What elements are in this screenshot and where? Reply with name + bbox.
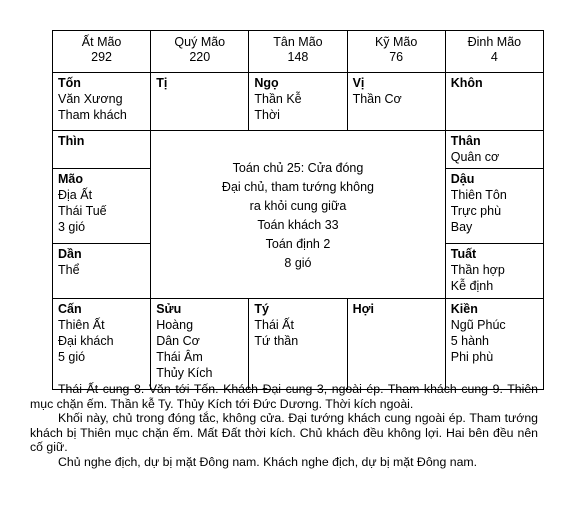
palace-line: Thái Ất (254, 318, 294, 332)
palace-line: Đại khách (58, 334, 114, 348)
year-cell (151, 31, 249, 73)
note-paragraph: Khối này, chủ trong đóng tắc, không cửa. Đại tướng khách cung ngoài ép. Tham tướng khách bị Thiên mục chặn ếm. Mất Đất thời kích. Chủ khách đều không lợi. Hai bên đều nên cố giữ. (30, 411, 538, 454)
palace-ton (53, 73, 151, 131)
palace-line: Dân Cơ (156, 334, 200, 348)
year-cell (53, 31, 151, 73)
palace-line: Bay (450, 220, 473, 234)
palace-line: Thần Kễ (254, 92, 302, 106)
palace-name: Khôn (450, 76, 483, 90)
palace-name: Cấn (58, 302, 82, 316)
palace-dan (53, 244, 151, 299)
year-name: Quý Mão (174, 35, 226, 49)
year-cell (249, 31, 347, 73)
year-cell (445, 31, 543, 73)
note-paragraph: Chủ nghe địch, dự bị mặt Đông nam. Khách nghe địch, dự bị mặt Đông nam. (58, 454, 478, 469)
palace-name: Tốn (58, 76, 81, 90)
palace-than (445, 131, 543, 169)
palace-name: Vị (352, 76, 365, 90)
year-name: Kỹ Mão (374, 35, 418, 49)
palace-can (53, 299, 151, 390)
palace-line: Phi phù (450, 350, 494, 364)
center-line: 8 gió (284, 256, 312, 270)
palace-name: Dần (58, 247, 82, 261)
palace-name: Sửu (156, 302, 182, 316)
center-line: Toán chủ 25: Cửa đóng (232, 161, 364, 175)
center-line: Đại chủ, tham tướng không (221, 180, 374, 194)
palace-ti (151, 73, 249, 131)
palace-line: 5 hành (450, 334, 489, 348)
palace-name: Hợi (352, 302, 374, 316)
center-line: Toán khách 33 (257, 218, 339, 232)
year-name: Tân Mão (273, 35, 323, 49)
year-value: 76 (389, 50, 404, 64)
palace-hoi (347, 299, 445, 390)
palace-name: Tý (254, 302, 269, 316)
palace-name: Ngọ (254, 76, 279, 90)
center-line: Toán định 2 (265, 237, 331, 251)
palace-ngo (249, 73, 347, 131)
palace-line: Thái Tuế (58, 204, 107, 218)
palace-mao (53, 169, 151, 244)
palace-line: Trực phù (450, 204, 502, 218)
palace-name: Mão (58, 172, 83, 186)
year-name: Đinh Mão (467, 35, 522, 49)
palace-line: Thời (254, 108, 280, 122)
palace-line: Kễ định (450, 279, 494, 293)
palace-name: Thân (450, 134, 481, 148)
year-name: Ất Mão (81, 35, 122, 49)
palace-line: Thần Cơ (352, 92, 402, 106)
year-cell (347, 31, 445, 73)
year-value: 4 (490, 50, 498, 64)
palace-line: Văn Xương (58, 92, 123, 106)
center-cell (151, 131, 446, 299)
palace-dau (445, 169, 543, 244)
palace-line: Thể (58, 263, 80, 277)
palace-vi (347, 73, 445, 131)
palace-line: Thiên Ất (58, 318, 105, 332)
palace-name: Dậu (450, 172, 475, 186)
palace-line: 5 gió (58, 350, 86, 364)
year-value: 220 (189, 50, 211, 64)
palace-name: Tuất (450, 247, 477, 261)
note-paragraph: Thái Ất cung 8. Văn tới Tốn. Khách Đại cung 3, ngoài ép. Tham khách cung 9. Thiên mục chặn ếm. Thần kễ Ty. Thủy Kích tới Đức Dương. Thời kích ngoài. (30, 382, 538, 411)
year-value: 148 (287, 50, 309, 64)
palace-name: Kiền (450, 302, 478, 316)
palace-line: Tham khách (58, 108, 127, 122)
palace-line: Ngũ Phúc (450, 318, 506, 332)
center-line: ra khỏi cung giữa (249, 199, 347, 213)
thai-at-chart (52, 30, 544, 390)
palace-line: Thiên Tôn (450, 188, 507, 202)
palace-line: Hoàng (156, 318, 194, 332)
palace-thin (53, 131, 151, 169)
palace-name: Thìn (58, 134, 85, 148)
palace-line: Thái Âm (156, 350, 203, 364)
palace-line: 3 gió (58, 220, 86, 234)
palace-line: Tứ thần (254, 334, 299, 348)
notes-text (30, 382, 538, 469)
palace-kien (445, 299, 543, 390)
palace-ty (249, 299, 347, 390)
palace-khon (445, 73, 543, 131)
palace-tuat (445, 244, 543, 299)
palace-line: Quân cơ (450, 150, 500, 164)
palace-name: Tị (156, 76, 168, 90)
palace-line: Thủy Kích (156, 366, 213, 380)
palace-line: Địa Ất (58, 188, 93, 202)
palace-suu (151, 299, 249, 390)
year-value: 292 (91, 50, 113, 64)
palace-line: Thần hợp (450, 263, 505, 277)
